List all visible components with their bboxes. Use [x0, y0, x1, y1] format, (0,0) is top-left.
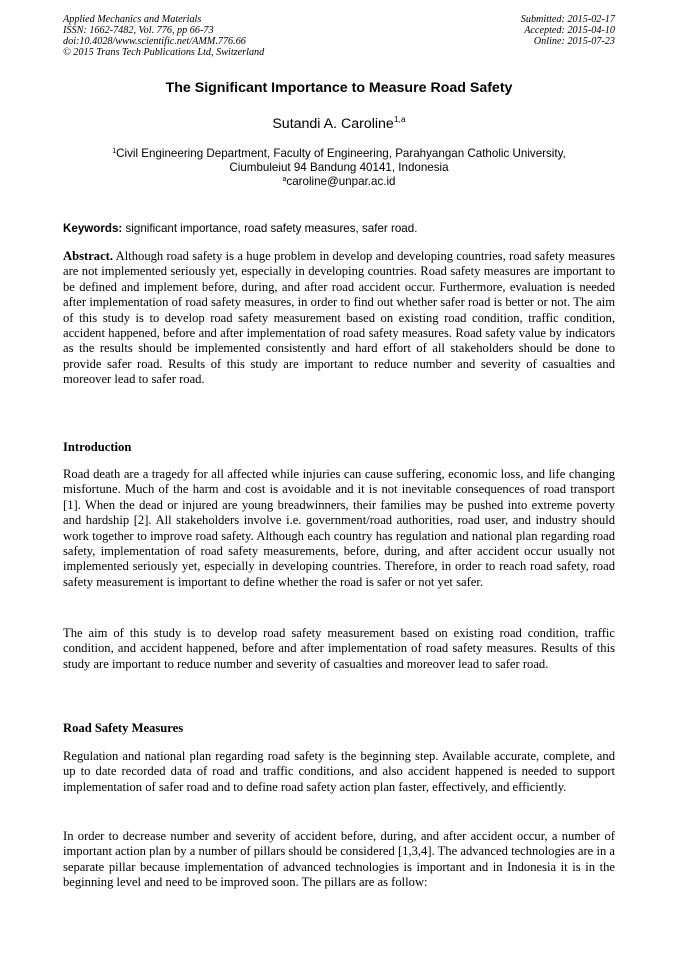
author-email-line: $^a$caroline@unpar.ac.id: [282, 175, 396, 189]
road-safety-measures-paragraph-1: Regulation and national plan regarding road safety is the beginning step. Available accurate, complete, and up to date recorded data of road and traffic conditions, and also accident happened is needed to support implementation of safer road and to define road safety action plan faster, effectively, and efficiently.: [63, 749, 615, 794]
journal-copyright: © 2015 Trans Tech Publications Ltd, Switzerland: [63, 47, 265, 58]
introduction-paragraph-2: The aim of this study is to develop road safety measurement based on existing road condition, traffic condition, and accident happened, before and after implementation of road safety measures. Results of this study are important to reduce number and severity of casualties and moreover lead to safer road.: [63, 626, 615, 671]
date-accepted: Accepted: 2015-04-10: [524, 25, 615, 36]
section-heading-road-safety-measures: Road Safety Measures: [63, 721, 184, 735]
keywords-label: Keywords:: [63, 222, 123, 235]
abstract-text: Although road safety is a huge problem in develop and developing countries, road safety measures are not implemented seriously yet, especially in developing countries. Road safety measures are important to be defined and implement before, during, and after road accident occur. Furthermore, evaluation is needed after implementation of road safety measures, in order to find out whether safer road is better or not. The aim of this study is to develop road safety measurement based on existing road condition, traffic condition, accident happened, before and after implementation of road safety measures. Road safety value by indicators as the results should be implemented consistently and hard effort of all stakeholders should be done to provide safer road. Results of this study are important to reduce number and severity of casualties and moreover lead to safer road.: [63, 249, 615, 387]
affiliation: [0, 147, 678, 190]
paper-title: The Significant Importance to Measure Road Safety: [165, 80, 513, 96]
date-submitted: Submitted: 2015-02-17: [520, 14, 615, 25]
keywords-text: significant importance, road safety measures, safer road.: [122, 222, 418, 235]
journal-issn: ISSN: 1662-7482, Vol. 776, pp 66-73: [63, 25, 214, 36]
author-name: Sutandi A. Caroline: [272, 116, 394, 132]
affiliation-line-1: $^1$Civil Engineering Department, Faculty of Engineering, Parahyangan Catholic University,: [112, 147, 566, 160]
journal-name: Applied Mechanics and Materials: [63, 14, 202, 25]
journal-doi: doi:10.4028/www.scientific.net/AMM.776.66: [63, 36, 246, 47]
abstract: [63, 249, 615, 388]
keywords: [63, 222, 615, 235]
abstract-label: Abstract.: [63, 249, 114, 263]
author-line: [0, 116, 678, 132]
publication-dates: [521, 14, 615, 47]
author-superscript: 1,a: [393, 114, 406, 124]
road-safety-measures-paragraph-2: In order to decrease number and severity of accident before, during, and after accident occur, a number of important action plan by a number of pillars should be considered [1,3,4]. The advanced technologies are in a separate pillar because implementation of advanced technologies is important and in Indonesia it is in the beginning level and need to be improved soon. The pillars are as follow:: [63, 829, 615, 890]
section-heading-introduction: Introduction: [63, 440, 132, 454]
date-online: Online: 2015-07-23: [533, 36, 615, 47]
introduction-paragraph-1: Road death are a tragedy for all affected while injuries can cause suffering, economic loss, and life changing misfortune. Much of the harm and cost is avoidable and it is not inevitable consequences of road transport [1]. When the dead or injured are young breadwinners, their families may be pushed into extreme poverty and hardship [2]. All stakeholders involve i.e. government/road authorities, road user, and industry should work together to improve road safety. Although each country has regulation and national plan regarding road safety, implementation of road safety measurements, before, during, and after accident occur usually not implemented seriously yet, especially in developing countries. Therefore, in order to reach road safety, road safety measurement is important to define whether the road is safer or not yet safer.: [63, 467, 615, 589]
affiliation-line-2: Ciumbuleiut 94 Bandung 40141, Indonesia: [229, 161, 449, 175]
author-email: caroline@unpar.ac.id: [286, 175, 396, 189]
journal-info: [63, 14, 264, 58]
